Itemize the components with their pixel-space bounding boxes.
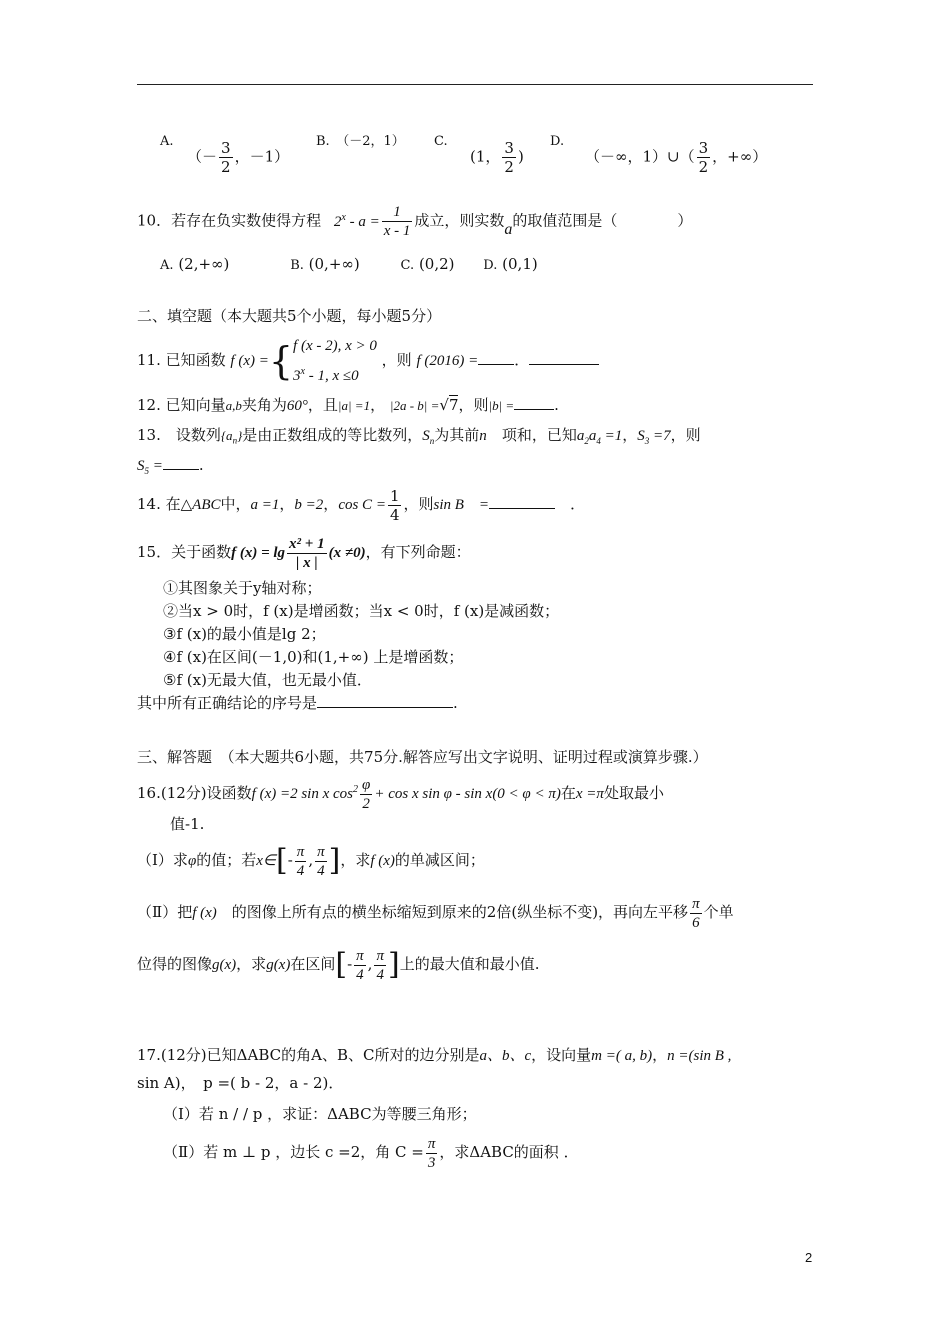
q17-part-1: （Ⅰ）若 n / / p ，求证：ΔABC为等腰三角形；	[163, 1105, 477, 1123]
q9-option-d: （－∞，1）∪（ $\frac{3}{2}$ ，+∞）	[585, 139, 768, 176]
q9-option-b: B. （－2，1）	[316, 134, 405, 149]
q11-piecewise: f (x - 2), x > 0 3$^x$ - 1, x ≤0	[293, 338, 377, 384]
q17-part-2: （Ⅱ）若 m ⊥ p ，边长 c =2，角 C = $\frac{\pi}{3}$ ，求ΔABC的面积 ．	[163, 1135, 579, 1171]
question-13: 13. 设数列$\{a_n\}$是由正数组成的等比数列，$S_n$为其前n 项和，已知$a_2a_4 =1$，$S_3 =7$，则	[137, 426, 701, 446]
question-14: 14. 在△ABC中，a =1，b =2，cos C = $\frac{1}{4}$ ，则sin B = ．	[137, 486, 586, 524]
question-10: 10．若存在负实数使得方程 2$^x$ - a = $\frac{1}{x - 1}$ 成立，则实数a的取值范围是（ ）	[137, 204, 693, 239]
section-3-heading: 三、解答题 （本大题共6小题，共75分.解答应写出文字说明、证明过程或演算步骤.）	[137, 748, 708, 766]
q9-a-close: ，－1）	[234, 147, 290, 166]
q15-item-3: ③f (x)的最小值是lg 2；	[163, 625, 326, 643]
q15-ask: 其中所有正确结论的序号是 .	[137, 694, 458, 712]
q9-option-d-label: D.	[550, 134, 565, 149]
q9-option-c-label: C.	[434, 134, 448, 149]
q9-a-fraction: $\frac{3}{2}$	[221, 139, 231, 176]
question-16: 16.(12分)设函数f (x) =2 sin x $\cos^2$ $\frac{\varphi}{2}$ + cos x sin φ - sin x(0 < φ < π)在x =π处取最小	[137, 776, 664, 812]
q16-part-2: （Ⅱ）把f (x) 的图像上所有点的横坐标缩短到原来的2倍(纵坐标不变)，再向左平移 $\frac{\pi}{6}$ 个单	[137, 895, 734, 931]
question-12: 12. 已知向量a,b夹角为60°，且|a| =1， |2a - b| =√7，则|b| = .	[137, 396, 559, 414]
q9-option-a-label: A.	[160, 134, 174, 149]
q16-part-2-cont: 位得的图像g(x)，求g(x)在区间[- $\frac{\pi}{4}$ , $\frac{\pi}{4}$ ]上的最大值和最小值.	[137, 947, 540, 983]
q15-item-4: ④f (x)在区间(－1,0)和(1,+∞) 上是增函数；	[163, 648, 464, 666]
q16-part-1: （Ⅰ）求φ的值；若x∈[- $\frac{\pi}{4}$ , $\frac{\pi}{4}$ ]，求f (x)的单减区间；	[137, 843, 485, 879]
q9-d-fraction: $\frac{3}{2}$	[698, 139, 709, 176]
question-13-cont: $S_5$ = .	[137, 456, 204, 476]
q9-option-a	[187, 139, 289, 176]
q9-option-c: (1， $\frac{3}{2}$ )	[470, 139, 524, 176]
header-rule	[137, 84, 813, 85]
question-16-cont: 值-1.	[170, 815, 205, 833]
page-number: 2	[805, 1250, 813, 1265]
q15-item-5: ⑤f (x)无最大值，也无最小值．	[163, 671, 372, 689]
section-2-heading: 二、填空题（本大题共5个小题，每小题5分）	[137, 307, 442, 325]
question-17: 17.(12分)已知ΔABC的角A、B、C所对的边分别是a、b、c，设向量m =( a, b)，n =(sin B ,	[137, 1046, 732, 1064]
question-15: 15．关于函数f (x) = lg $\frac{\text{x² + 1}}{| x |}$ (x ≠0)，有下列命题：	[137, 535, 471, 571]
q15-item-1: ①其图象关于y轴对称；	[163, 579, 322, 597]
q9-c-fraction: $\frac{3}{2}$	[504, 139, 514, 176]
q9-a-open: （－	[187, 147, 218, 166]
question-11: 11. 已知函数 f (x) ={ f (x - 2), x > 0 3$^x$ - 1, x ≤0 ，则 f (2016) = ．	[137, 332, 599, 389]
question-17-cont: sin A)， p =( b - 2，a - 2)．	[137, 1074, 344, 1092]
q10-fraction: $\frac{1}{x - 1}$	[383, 204, 411, 239]
q10-options: A. (2,+∞) B. (0,+∞) C. (0,2) D. (0,1)	[160, 255, 538, 273]
q15-item-2: ②当x > 0时，f (x)是增函数；当x < 0时，f (x)是减函数；	[163, 602, 560, 620]
